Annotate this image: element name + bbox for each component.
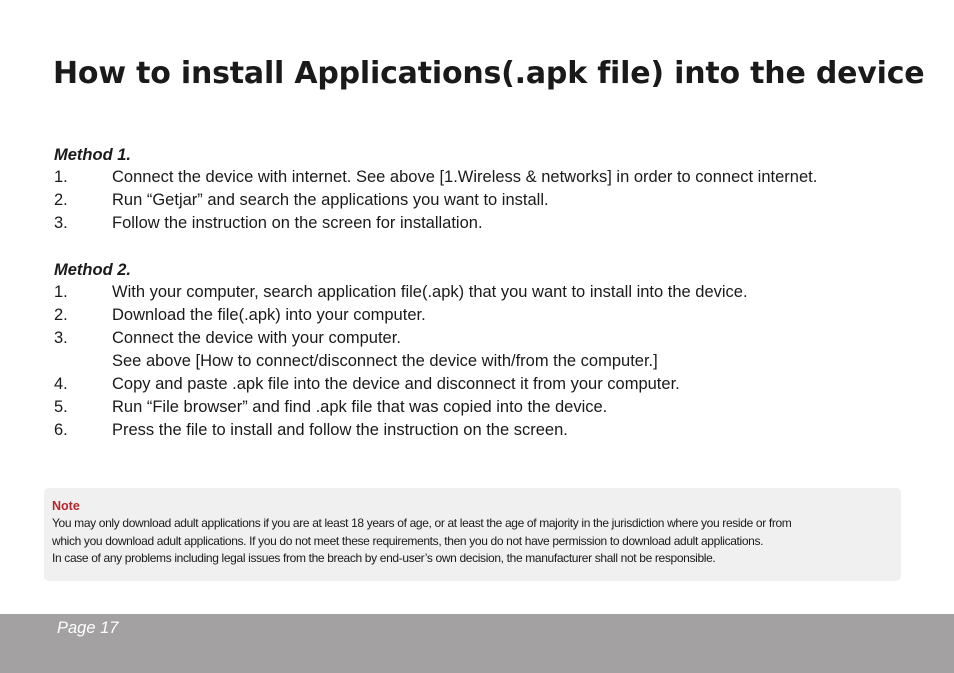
page-title: How to install Applications(.apk file) into the device — [53, 56, 925, 91]
step-number: 2. — [54, 191, 68, 209]
note-box — [44, 488, 901, 581]
step-number: 1. — [54, 168, 68, 186]
step-number: 3. — [54, 214, 68, 232]
footer-bar — [0, 614, 954, 673]
step-text: Press the file to install and follow the instruction on the screen. — [112, 421, 568, 439]
list-item — [54, 373, 914, 396]
step-text: Connect the device with internet. See above [1.Wireless & networks] in order to connect internet. — [112, 168, 818, 186]
method-1-heading: Method 1. — [54, 146, 131, 164]
list-item — [54, 327, 914, 373]
list-item — [54, 212, 914, 235]
step-number: 5. — [54, 398, 68, 416]
method-2-heading: Method 2. — [54, 261, 131, 279]
list-item — [54, 419, 914, 442]
step-text: Connect the device with your computer. — [112, 329, 401, 347]
method-1-section — [54, 144, 914, 235]
note-line: which you download adult applications. If you do not meet these requirements, then you do not have permission to download adult applications. — [52, 533, 764, 548]
list-item — [54, 396, 914, 419]
list-item — [54, 189, 914, 212]
step-number: 1. — [54, 283, 68, 301]
step-text: Download the file(.apk) into your computer. — [112, 306, 426, 324]
page-number: Page 17 — [57, 619, 119, 637]
step-text: With your computer, search application file(.apk) that you want to install into the device. — [112, 283, 748, 301]
step-number: 6. — [54, 421, 68, 439]
step-text: Run “File browser” and find .apk file that was copied into the device. — [112, 398, 608, 416]
list-item — [54, 304, 914, 327]
step-text: Follow the instruction on the screen for installation. — [112, 214, 483, 232]
list-item — [54, 166, 914, 189]
step-number: 4. — [54, 375, 68, 393]
step-text-continuation: See above [How to connect/disconnect the device with/from the computer.] — [112, 352, 658, 370]
step-text-block — [112, 327, 914, 373]
note-line: You may only download adult applications if you are at least 18 years of age, or at least the age of majority in the jurisdiction where you reside or from — [52, 516, 792, 530]
method-2-section — [54, 259, 914, 442]
step-number: 3. — [54, 329, 68, 347]
step-text: Copy and paste .apk file into the device and disconnect it from your computer. — [112, 375, 680, 393]
list-item — [54, 281, 914, 304]
step-number: 2. — [54, 306, 68, 324]
note-line: In case of any problems including legal issues from the breach by end-user’s own decision, the manufacturer shall not be responsible. — [52, 551, 716, 565]
step-text: Run “Getjar” and search the applications you want to install. — [112, 191, 549, 209]
note-label: Note — [52, 499, 80, 513]
